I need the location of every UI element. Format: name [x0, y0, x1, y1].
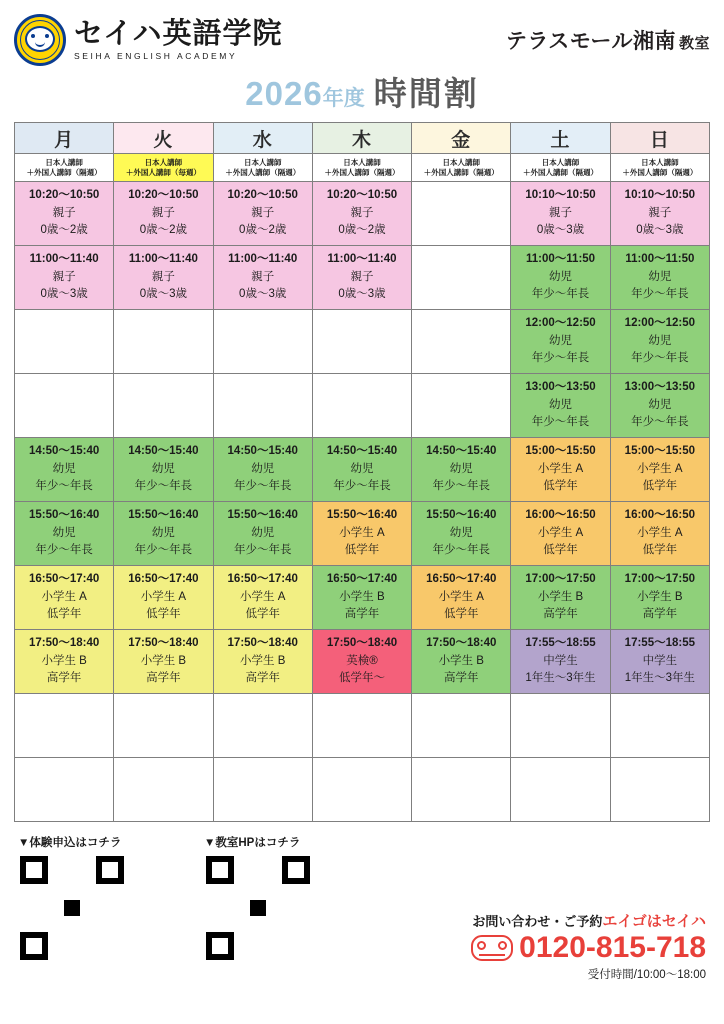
- title-main: 時間割: [373, 75, 479, 112]
- schedule-cell-empty: [15, 310, 114, 374]
- class-level: 親子: [648, 206, 672, 219]
- schedule-cell: [114, 566, 213, 630]
- schedule-cell: [15, 566, 114, 630]
- class-level: 幼児: [648, 270, 672, 283]
- page-title: [14, 68, 710, 115]
- schedule-cell-empty: [412, 694, 511, 758]
- schedule-cell: [312, 246, 411, 310]
- class-age-range: 年少～年長: [134, 544, 193, 557]
- class-level: 小学生 A: [637, 462, 683, 475]
- class-age-range: 0歳～3歳: [536, 224, 585, 237]
- class-time: 17:00～17:50: [525, 572, 596, 585]
- contact-emphasis-text: エイゴはセイハ: [602, 913, 706, 930]
- schedule-cell-empty: [412, 374, 511, 438]
- schedule-row: [15, 310, 710, 374]
- teacher-note-line1: 日本人講師: [343, 157, 381, 167]
- schedule-row: [15, 246, 710, 310]
- schedule-cell: [412, 502, 511, 566]
- class-age-range: 年少～年長: [531, 352, 590, 365]
- teacher-note-line2: ＋外国人講師（隔週）: [324, 167, 400, 177]
- schedule-cell: [312, 630, 411, 694]
- class-level: 小学生 A: [438, 590, 484, 603]
- class-age-range: 低学年: [543, 480, 578, 493]
- schedule-cell: [312, 502, 411, 566]
- class-level: 小学生 B: [339, 590, 385, 603]
- class-time: 17:55～18:55: [525, 636, 596, 649]
- class-age-range: 0歳～2歳: [239, 224, 287, 237]
- seiha-lion-logo-icon: [14, 14, 66, 66]
- teacher-note-cell: [15, 154, 114, 182]
- schedule-cell-empty: [114, 310, 213, 374]
- class-time: 14:50～15:40: [227, 444, 298, 457]
- brand-logo: [14, 14, 283, 66]
- class-level: 幼児: [549, 398, 573, 411]
- class-level: 小学生 A: [240, 590, 286, 603]
- class-level: 中学生: [543, 654, 578, 667]
- schedule-row: [15, 758, 710, 822]
- class-level: 小学生 A: [140, 590, 187, 603]
- qr-hp-label: ▼教室HPはコチラ: [204, 837, 301, 849]
- brand-name-en: SEIHA ENGLISH ACADEMY: [74, 50, 238, 61]
- class-level: 親子: [350, 206, 374, 219]
- class-age-range: 高学年: [245, 672, 280, 685]
- class-level: 幼児: [251, 462, 275, 475]
- teacher-note-line1: 日本人講師: [541, 157, 580, 167]
- class-age-range: 高学年: [146, 672, 181, 685]
- schedule-cell: [15, 630, 114, 694]
- teacher-row: [15, 154, 710, 182]
- telephone-number[interactable]: 0120-815-718: [519, 931, 706, 964]
- class-time: 14:50～15:40: [426, 444, 497, 457]
- class-level: 幼児: [648, 398, 672, 411]
- page-footer: [14, 834, 710, 984]
- brand-name-jp: セイハ英語学院: [74, 18, 283, 51]
- class-level: 幼児: [52, 526, 76, 539]
- class-time: 10:20～10:50: [128, 188, 199, 201]
- schedule-cell: [412, 566, 511, 630]
- schedule-cell-empty: [412, 758, 511, 822]
- schedule-cell: [511, 438, 610, 502]
- schedule-cell: [610, 566, 709, 630]
- teacher-note-cell: [412, 154, 511, 182]
- schedule-cell-empty: [312, 694, 411, 758]
- schedule-cell: [114, 246, 213, 310]
- class-time: 17:50～18:40: [426, 636, 497, 649]
- class-age-range: 高学年: [642, 608, 678, 621]
- schedule-cell-empty: [15, 758, 114, 822]
- schedule-table: [14, 122, 710, 822]
- class-age-range: 年少～年長: [233, 480, 292, 493]
- class-time: 14:50～15:40: [128, 444, 199, 457]
- class-time: 11:00～11:40: [128, 252, 198, 265]
- class-level: 幼児: [449, 462, 473, 475]
- reception-hours: 受付時間/10:00～18:00: [587, 969, 706, 981]
- class-time: 16:00～16:50: [525, 508, 596, 521]
- teacher-note-line2: ＋外国人講師（隔週）: [523, 167, 599, 177]
- class-age-range: 高学年: [444, 672, 479, 685]
- class-time: 10:10～10:50: [624, 188, 695, 201]
- class-level: 小学生 B: [140, 654, 187, 667]
- class-level: 幼児: [549, 270, 573, 283]
- class-age-range: 0歳～2歳: [40, 224, 88, 237]
- schedule-cell: [610, 630, 709, 694]
- class-level: 親子: [251, 270, 275, 283]
- day-header-sat: 土: [511, 123, 610, 154]
- teacher-note-cell: [312, 154, 411, 182]
- qr-code-trial-icon[interactable]: [18, 854, 126, 962]
- class-time: 15:50～16:40: [128, 508, 199, 521]
- class-time: 13:00～13:50: [525, 380, 596, 393]
- free-dial-icon: [471, 935, 513, 961]
- schedule-cell: [511, 566, 610, 630]
- schedule-cell-empty: [213, 374, 312, 438]
- schedule-cell-empty: [114, 374, 213, 438]
- schedule-cell: [312, 182, 411, 246]
- class-age-range: 年少～年長: [631, 288, 689, 301]
- class-time: 12:00～12:50: [525, 316, 596, 329]
- schedule-cell-empty: [15, 694, 114, 758]
- class-time: 17:50～18:40: [28, 636, 100, 649]
- class-time: 17:00～17:50: [624, 572, 695, 585]
- class-age-range: 低学年: [146, 608, 181, 621]
- schedule-cell-empty: [114, 758, 213, 822]
- teacher-note-line2: ＋外国人講師（隔週）: [26, 167, 102, 177]
- schedule-cell: [213, 246, 312, 310]
- class-age-range: 低学年: [46, 608, 82, 621]
- schedule-cell: [511, 502, 610, 566]
- schedule-cell: [312, 566, 411, 630]
- class-time: 15:00～15:50: [624, 444, 695, 457]
- class-time: 15:00～15:50: [525, 444, 596, 457]
- class-level: 小学生 A: [537, 526, 584, 539]
- teacher-note-line1: 日本人講師: [144, 157, 183, 167]
- schedule-cell: [114, 182, 213, 246]
- class-level: 親子: [251, 206, 275, 219]
- class-level: 幼児: [449, 526, 473, 539]
- class-time: 16:50～17:40: [128, 572, 199, 585]
- class-time: 11:00～11:40: [29, 252, 99, 265]
- class-level: 幼児: [350, 462, 374, 475]
- contact-lead-line: [471, 910, 706, 931]
- schedule-cell-empty: [213, 310, 312, 374]
- class-age-range: 高学年: [344, 608, 380, 621]
- schedule-row: [15, 182, 710, 246]
- schedule-cell: [610, 374, 709, 438]
- schedule-cell-empty: [312, 758, 411, 822]
- class-age-range: 年少～年長: [134, 480, 193, 493]
- schedule-cell: [15, 438, 114, 502]
- schedule-cell: [114, 438, 213, 502]
- class-time: 13:00～13:50: [624, 380, 695, 393]
- schedule-cell-empty: [610, 758, 709, 822]
- class-age-range: 年少～年長: [333, 480, 391, 493]
- class-age-range: 0歳～2歳: [139, 224, 188, 237]
- class-level: 英検®: [346, 654, 378, 667]
- class-level: 小学生 A: [537, 462, 584, 475]
- class-age-range: 低学年: [344, 544, 380, 557]
- schedule-cell: [610, 310, 709, 374]
- teacher-note-cell: [511, 154, 610, 182]
- schedule-cell: [213, 630, 312, 694]
- class-level: 小学生 B: [41, 654, 87, 667]
- day-header-tue: 火: [114, 123, 213, 154]
- day-header-wed: 水: [213, 123, 312, 154]
- class-level: 幼児: [52, 462, 76, 475]
- class-level: 小学生 A: [41, 590, 87, 603]
- class-time: 16:50～17:40: [28, 572, 100, 585]
- class-age-range: 1年生～3年生: [624, 672, 695, 685]
- class-age-range: 0歳～3歳: [636, 224, 684, 237]
- branch-name-suffix: 教室: [678, 35, 710, 52]
- class-age-range: 高学年: [46, 672, 82, 685]
- teacher-note-cell: [610, 154, 709, 182]
- schedule-cell: [213, 502, 312, 566]
- class-age-range: 低学年: [245, 608, 280, 621]
- class-time: 11:00～11:50: [625, 252, 695, 265]
- qr-trial-label: ▼体験申込はコチラ: [18, 837, 122, 849]
- schedule-cell-empty: [213, 758, 312, 822]
- class-level: 中学生: [642, 654, 678, 667]
- schedule-cell: [610, 438, 709, 502]
- title-nendo: 年度: [322, 87, 365, 110]
- qr-trial-application: [18, 834, 126, 962]
- class-age-range: 低学年: [543, 544, 578, 557]
- schedule-cell: [412, 630, 511, 694]
- schedule-row: [15, 374, 710, 438]
- schedule-cell: [15, 246, 114, 310]
- teacher-note-line1: 日本人講師: [45, 157, 83, 167]
- schedule-cell: [412, 438, 511, 502]
- class-time: 17:55～18:55: [624, 636, 695, 649]
- schedule-cell-empty: [412, 310, 511, 374]
- class-age-range: 低学年: [444, 608, 479, 621]
- schedule-cell: [610, 246, 709, 310]
- teacher-note-cell: [114, 154, 213, 182]
- schedule-cell: [15, 502, 114, 566]
- class-time: 10:20～10:50: [227, 188, 298, 201]
- class-age-range: 年少～年長: [35, 480, 93, 493]
- schedule-cell: [213, 438, 312, 502]
- class-time: 11:00～11:40: [228, 252, 298, 265]
- schedule-cell-empty: [511, 694, 610, 758]
- class-time: 14:50～15:40: [326, 444, 398, 457]
- class-time: 16:00～16:50: [624, 508, 695, 521]
- class-level: 親子: [151, 206, 175, 219]
- class-age-range: 年少～年長: [631, 352, 689, 365]
- schedule-cell-empty: [15, 374, 114, 438]
- page-header: [14, 14, 710, 66]
- qr-code-hp-icon[interactable]: [204, 854, 312, 962]
- class-time: 17:50～18:40: [128, 636, 199, 649]
- contact-block: [471, 910, 706, 982]
- teacher-note-line1: 日本人講師: [243, 157, 282, 167]
- class-level: 親子: [549, 206, 573, 219]
- schedule-cell: [15, 182, 114, 246]
- class-age-range: 低学年: [642, 480, 678, 493]
- schedule-cell: [114, 630, 213, 694]
- teacher-note-line1: 日本人講師: [641, 157, 679, 167]
- schedule-cell-empty: [312, 374, 411, 438]
- class-age-range: 0歳～3歳: [139, 288, 188, 301]
- schedule-cell-empty: [412, 246, 511, 310]
- schedule-cell-empty: [213, 694, 312, 758]
- schedule-cell-empty: [114, 694, 213, 758]
- schedule-row: [15, 438, 710, 502]
- class-age-range: 年少～年長: [531, 288, 590, 301]
- class-time: 12:00～12:50: [624, 316, 695, 329]
- class-age-range: 0歳～2歳: [338, 224, 386, 237]
- qr-classroom-hp: [204, 834, 312, 962]
- teacher-note-line2: ＋外国人講師（隔週）: [423, 167, 499, 177]
- class-age-range: 年少～年長: [432, 480, 491, 493]
- class-age-range: 低学年: [642, 544, 678, 557]
- class-level: 幼児: [549, 334, 573, 347]
- day-header-sun: 日: [610, 123, 709, 154]
- day-header-thu: 木: [312, 123, 411, 154]
- class-age-range: 年少～年長: [233, 544, 292, 557]
- teacher-note-line1: 日本人講師: [442, 157, 481, 167]
- class-level: 幼児: [151, 462, 175, 475]
- class-age-range: 0歳～3歳: [239, 288, 287, 301]
- telephone-row: [471, 933, 706, 963]
- teacher-note-line2: ＋外国人講師（毎週）: [125, 167, 201, 177]
- schedule-row: [15, 502, 710, 566]
- class-level: 幼児: [151, 526, 175, 539]
- schedule-cell: [511, 182, 610, 246]
- class-time: 15:50～16:40: [227, 508, 298, 521]
- class-level: 幼児: [251, 526, 275, 539]
- schedule-row: [15, 630, 710, 694]
- class-time: 10:20～10:50: [326, 188, 398, 201]
- schedule-cell-empty: [511, 758, 610, 822]
- class-age-range: 年少～年長: [35, 544, 93, 557]
- schedule-cell: [511, 374, 610, 438]
- class-age-range: 年少～年長: [631, 416, 689, 429]
- teacher-note-cell: [213, 154, 312, 182]
- class-age-range: 高学年: [543, 608, 578, 621]
- teacher-note-line2: ＋外国人講師（隔週）: [225, 167, 301, 177]
- class-time: 14:50～15:40: [28, 444, 100, 457]
- schedule-row: [15, 566, 710, 630]
- class-time: 16:50～17:40: [426, 572, 497, 585]
- class-time: 10:10～10:50: [525, 188, 596, 201]
- class-time: 17:50～18:40: [326, 636, 398, 649]
- class-time: 11:00～11:40: [327, 252, 397, 265]
- class-time: 17:50～18:40: [227, 636, 298, 649]
- schedule-cell-empty: [312, 310, 411, 374]
- branch-name: [506, 25, 710, 55]
- class-level: 親子: [52, 206, 76, 219]
- class-age-range: 0歳～3歳: [40, 288, 88, 301]
- class-time: 11:00～11:50: [526, 252, 596, 265]
- schedule-body: [15, 154, 710, 822]
- class-level: 小学生 B: [438, 654, 484, 667]
- class-level: 親子: [350, 270, 374, 283]
- class-level: 親子: [52, 270, 76, 283]
- class-age-range: 低学年～: [338, 672, 385, 685]
- table-header-row: [15, 123, 710, 154]
- class-time: 15:50～16:40: [28, 508, 100, 521]
- class-level: 小学生 B: [537, 590, 584, 603]
- class-age-range: 年少～年長: [432, 544, 491, 557]
- schedule-cell: [511, 246, 610, 310]
- schedule-cell: [610, 182, 709, 246]
- title-year: 2026: [245, 75, 323, 112]
- brand-text: [74, 19, 283, 60]
- class-time: 15:50～16:40: [326, 508, 398, 521]
- class-time: 16:50～17:40: [227, 572, 298, 585]
- class-age-range: 1年生～3年生: [525, 672, 596, 685]
- day-header-fri: 金: [412, 123, 511, 154]
- class-time: 16:50～17:40: [326, 572, 398, 585]
- class-level: 小学生 A: [637, 526, 683, 539]
- class-time: 10:20～10:50: [28, 188, 100, 201]
- class-time: 15:50～16:40: [426, 508, 497, 521]
- teacher-note-line2: ＋外国人講師（隔週）: [622, 167, 698, 177]
- schedule-cell: [511, 310, 610, 374]
- class-level: 小学生 B: [240, 654, 286, 667]
- schedule-cell: [610, 502, 709, 566]
- contact-lead-text: お問い合わせ・ご予約: [472, 914, 603, 929]
- class-age-range: 年少～年長: [531, 416, 590, 429]
- schedule-cell: [114, 502, 213, 566]
- branch-name-text: テラスモール湘南: [505, 30, 676, 53]
- schedule-cell: [213, 566, 312, 630]
- schedule-cell: [511, 630, 610, 694]
- class-level: 小学生 B: [637, 590, 683, 603]
- day-header-mon: 月: [15, 123, 114, 154]
- schedule-cell: [213, 182, 312, 246]
- class-level: 親子: [151, 270, 175, 283]
- class-level: 小学生 A: [339, 526, 385, 539]
- schedule-cell-empty: [412, 182, 511, 246]
- class-level: 幼児: [648, 334, 672, 347]
- schedule-cell: [312, 438, 411, 502]
- schedule-cell-empty: [610, 694, 709, 758]
- class-age-range: 0歳～3歳: [338, 288, 386, 301]
- schedule-row: [15, 694, 710, 758]
